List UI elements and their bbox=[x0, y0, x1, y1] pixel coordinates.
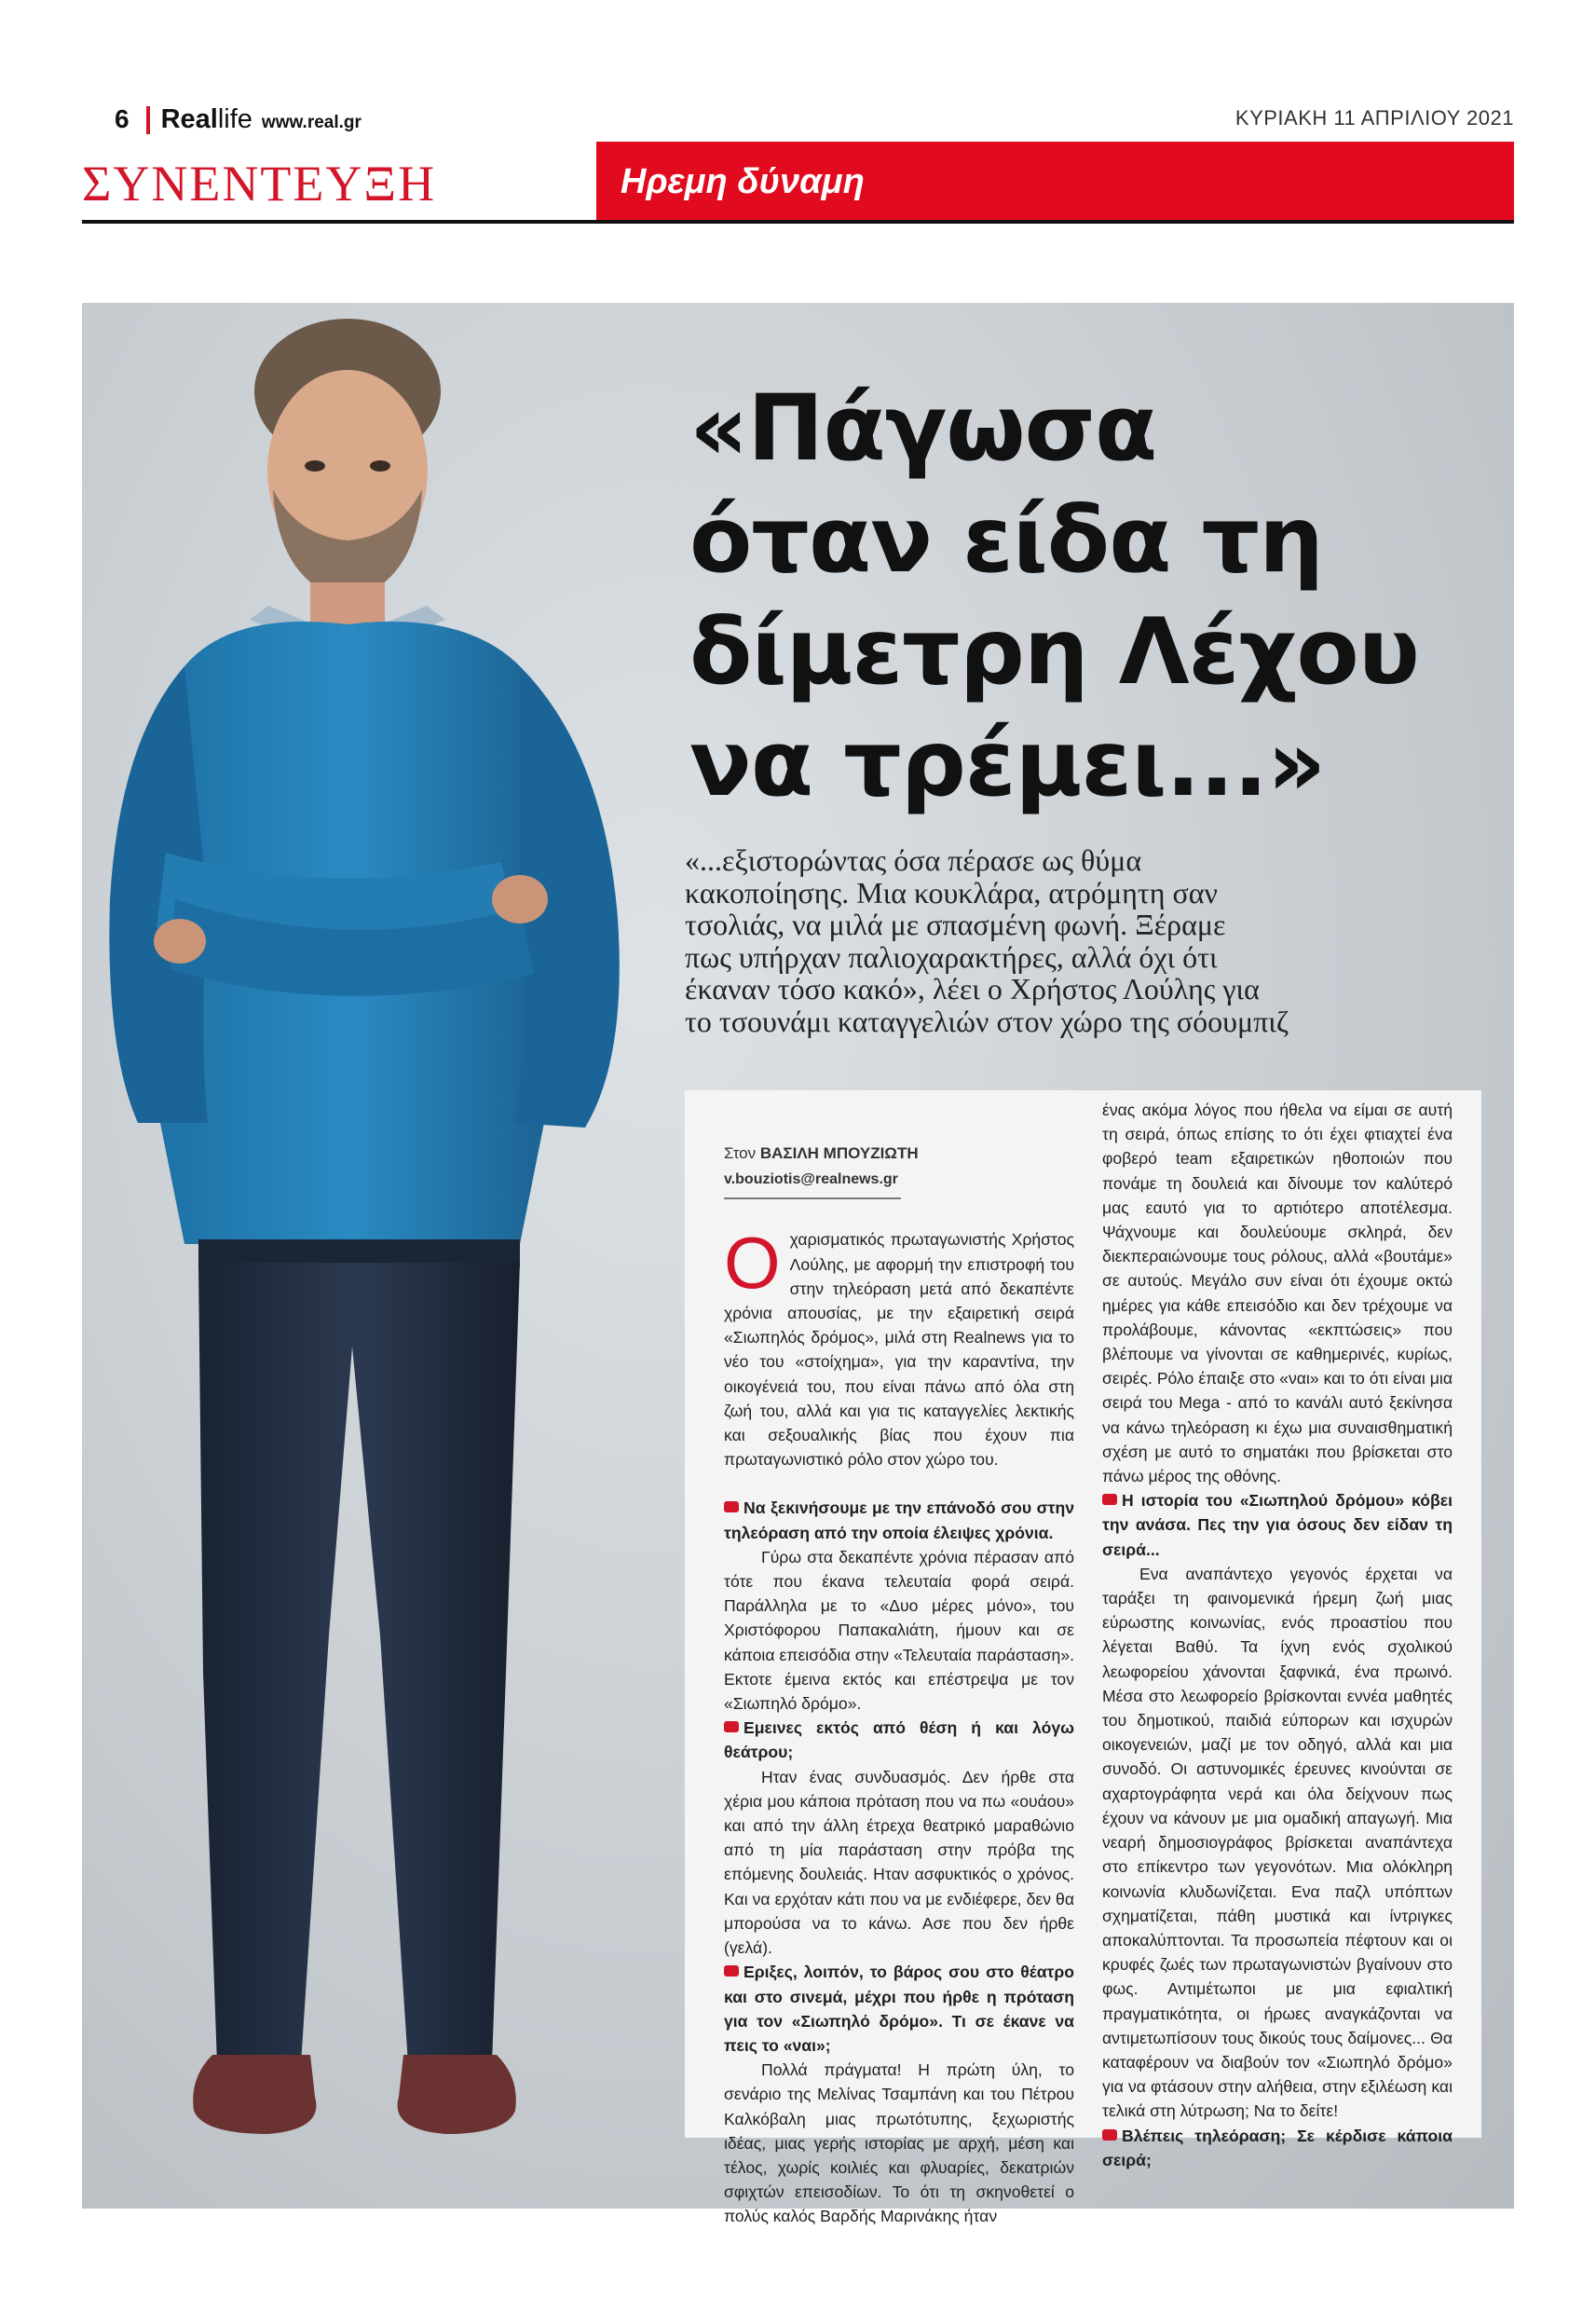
byline-rule bbox=[724, 1197, 901, 1199]
article-column-left bbox=[724, 1142, 1074, 2229]
question: Εριξες, λοιπόν, το βάρος σου στο θέατρο και στο σινεμά, μέχρι που ήρθε η πρόταση για τον «Σιωπηλό δρόμο». Τι σε έκανε να πεις το «ναι»; bbox=[724, 1963, 1074, 2055]
bullet-icon bbox=[1102, 1494, 1117, 1505]
header-separator bbox=[146, 106, 150, 134]
headline-line: όταν είδα τη bbox=[689, 487, 1323, 594]
issue-date: ΚΥΡΙΑΚΗ 11 ΑΠΡΙΛΙΟΥ 2021 bbox=[1235, 106, 1514, 130]
author-email: v.bouziotis@realnews.gr bbox=[724, 1171, 898, 1188]
page-header-left bbox=[115, 104, 361, 135]
bullet-icon bbox=[724, 1721, 739, 1732]
headline-line: «Πάγωσα bbox=[689, 376, 1157, 482]
brand-logo: Reallife bbox=[160, 104, 252, 134]
question: Εμεινες εκτός από θέση ή και λόγω θεάτρου; bbox=[724, 1718, 1074, 1762]
standfirst-line: έκαναν τόσο κακό», λέει ο Χρήστος Λούλης για bbox=[685, 972, 1260, 1006]
headline-line: να τρέμει...» bbox=[689, 711, 1326, 817]
intro-paragraph: Οχαρισματικός πρωταγωνιστής Χρήστος Λούλης, με αφορμή την επιστροφή του στην τηλεόραση μετά από δεκαπέντε χρόνια απουσίας, με την εξαιρετική σειρά «Σιωπηλός δρόμος», μιλά στη Realnews για το νέο του «στοίχημα», για την καραντίνα, την οικογένειά του, που είναι πάνω από όλα στη ζωή του, αλλά και για τις καταγγελίες λεκτικής και σεξουαλικής βίας που έχουν πια πρωταγωνιστικό ρόλο στον χώρο του. bbox=[724, 1222, 1074, 1470]
question: Βλέπεις τηλεόραση; Σε κέρδισε κάποια σειρά; bbox=[1102, 2126, 1453, 2169]
byline: Στον ΒΑΣΙΛΗ ΜΠΟΥΖΙΩΤΗ bbox=[724, 1144, 919, 1162]
bullet-icon bbox=[1102, 2129, 1117, 2141]
answer: Πολλά πράγματα! Η πρώτη ύλη, το σενάριο της Μελίνας Τσαμπάνη και του Πέτρου Καλκόβαλη μιας πρωτότυπης, ξεχωριστής ιδέας, μιας γερής ιστορίας με αρχή, μέση και τέλος, χωρίς κοιλιές και φλυαρίες, δεκατριών σφιχτών επεισοδίων. Το ότι τη σκηνοθετεί ο πολύς καλός Βαρδής Μαρινάκης ήταν bbox=[724, 2060, 1074, 2226]
section-label: ΣΥΝΕΝΤΕΥΞΗ bbox=[82, 156, 437, 212]
drop-cap: Ο bbox=[724, 1222, 781, 1305]
standfirst-line: το τσουνάμι καταγγελιών στον χώρο της σόουμπιζ bbox=[685, 1004, 1289, 1038]
bullet-icon bbox=[724, 1501, 739, 1512]
banner-title: Ηρεμη δύναμη bbox=[621, 162, 865, 201]
article-column-right bbox=[1102, 1098, 1453, 2172]
standfirst-line: κακοποίησης. Μια κουκλάρα, ατρόμητη σαν bbox=[685, 875, 1218, 910]
standfirst-line: τσολιάς, να μιλά με σπασμένη φωνή. Ξέραμε bbox=[685, 908, 1226, 941]
continued-paragraph: ένας ακόμα λόγος που ήθελα να είμαι σε αυτή τη σειρά, όπως επίσης το ότι έχει φτιαχτεί ένα φοβερό team εξαιρετικών ηθοποιών που πονάμε τη δουλειά και δίνουμε τον καλύτερό μας εαυτό για το αρτιότερο αποτέλεσμα. Ψάχνουμε και δουλεύουμε σκληρά, δεν διεκπεραιώνουμε τους ρόλους, αλλά «βουτάμε» σε αυτούς. Μεγάλο συν είναι ότι έχουμε οκτώ ημέρες για κάθε επεισόδιο και δεν τρέχουμε να προλάβουμε, κάνοντας «εκπτώσεις» που βλέπουμε να γίνονται σε καθημερινές, κυρίως, σειρές. Ρόλο έπαιξε στο «ναι» και το ότι είναι μια σειρά του Mega - από το κανάλι αυτό ξεκίνησα να κάνω τηλεόραση κι έχω μια συναισθηματική σχέση με αυτό το σηματάκι που βρίσκεται στο πάνω μέρος της οθόνης. bbox=[1102, 1101, 1453, 1486]
section-banner bbox=[596, 142, 1514, 222]
article-body bbox=[685, 1090, 1481, 2226]
question: Να ξεκινήσουμε με την επάνοδό σου στην τηλεόραση από την οποία έλειψες χρόνια. bbox=[724, 1498, 1074, 1542]
headline bbox=[689, 373, 1453, 820]
question: Η ιστορία του «Σιωπηλού δρόμου» κόβει την ανάσα. Πες την για όσους δεν είδαν τη σειρά... bbox=[1102, 1491, 1453, 1559]
standfirst-line: πως υπήρχαν παλιοχαρακτήρες, αλλά όχι ότι bbox=[685, 939, 1218, 974]
headline-line: δίμετρη Λέχου bbox=[689, 599, 1419, 705]
standfirst bbox=[685, 844, 1449, 1037]
answer: Γύρω στα δεκαπέντε χρόνια πέρασαν από τότε που έκανα τελευταία φορά σειρά. Παράλληλα με το «Δυο μέρες μόνο», του Χριστόφορου Παπακαλιάτη, ήμουν και σε κάποια επεισόδια στην «Τελευταία παράσταση». Εκτοτε έμεινα εκτός και επέστρεψα με τον «Σιωπηλό δρόμο». bbox=[724, 1547, 1074, 1714]
brand-url: www.real.gr bbox=[261, 113, 361, 132]
page-number: 6 bbox=[115, 104, 130, 133]
standfirst-line: «...εξιστορώντας όσα πέρασε ως θύμα bbox=[685, 843, 1142, 877]
answer: Ηταν ένας συνδυασμός. Δεν ήρθε στα χέρια μου κάποια πρόταση που να πω «ουάου» και από την άλλη έτρεχα θεατρικό μαραθώνιο από τη μία παράσταση στην πρόβα της επόμενης δουλειάς. Ηταν ασφυκτικός ο χρόνος. Και να ερχόταν κάτι που να με ενδιέφερε, δεν θα μπορούσα να το κάνω. Ασε που δεν ήρθε (γελά). bbox=[724, 1767, 1074, 1958]
header-rule bbox=[82, 220, 1514, 224]
bullet-icon bbox=[724, 1965, 739, 1977]
answer: Ενα αναπάντεχο γεγονός έρχεται να ταράξει τη φαινομενικά ήρεμη ζωή μιας εύρωστης κοινωνίας, ενός προαστίου που λέγεται Βαθύ. Τα ίχνη ενός σχολικού λεωφορείου χάνονται ξαφνικά, ένα πρωινό. Μέσα στο λεωφορείο βρίσκονται εννέα μαθητές του δημοτικού, παιδιά εύπορων και ισχυρών οικογενειών, μαζί με τον οδηγό, αλλά και μια συνοδό. Οι αστυνομικές έρευνες κινούνται σε αχαρτογράφητα νερά και όλα δείχνουν πως έχουν να κάνουν με μια ομαδική απαγωγή. Μια νεαρή δημοσιογράφος βρίσκεται αναπάντεχα στο επίκεντρο των γεγονότων. Μια ολόκληρη κοινωνία κλυδωνίζεται. Ενα παζλ υπόπτων σχηματίζεται, πάθη μυστικά και ίντριγκες αποκαλύπτονται. Τα προσωπεία πέφτουν και οι κρυφές ζωές των πρωταγωνιστών βγαίνουν στο φως. Αντιμέτωποι με μια εφιαλτική πραγματικότητα, οι ήρωες αναγκάζονται να αντιμετωπίσουν τους δικούς τους δαίμονες... Θα καταφέρουν να διαβούν τον «Σιωπηλό δρόμο» για να φτάσουν στην αλήθεια, στην εξιλέωση και τελικά στη λύτρωση; Να το δείτε! bbox=[1102, 1564, 1453, 2121]
